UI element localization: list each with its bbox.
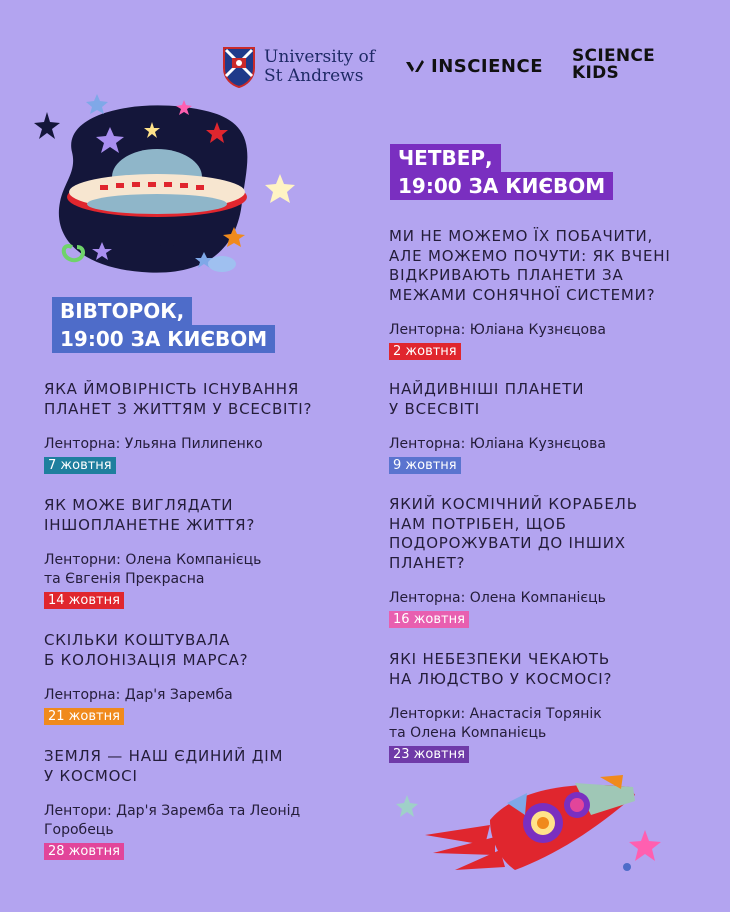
lecture-title-line: МЕЖАМИ СОНЯЧНОЇ СИСТЕМИ? [389, 285, 656, 304]
lecture-date-badge: 2 жовтня [389, 343, 461, 360]
lecture-item [44, 747, 300, 860]
lecture-title-line: ПЛАНЕТ З ЖИТТЯМ У ВСЕСВІТІ? [44, 399, 313, 418]
lecture-item [44, 380, 312, 474]
lecture-speaker-line: Лентори: Дар'я Заремба та Леонід [44, 803, 301, 819]
partner-logos [0, 44, 730, 94]
lecture-speaker-line: та Олена Компанієць [389, 725, 547, 741]
lecture-date-badge: 9 жовтня [389, 457, 461, 474]
lecture-speaker: Ленторна: Юліана Кузнєцова [389, 322, 606, 338]
thursday-heading [390, 144, 613, 200]
lecture-title-line: НА ЛЮДСТВО У КОСМОСІ? [389, 669, 613, 688]
st-andrews-logo [222, 46, 375, 88]
lecture-date-badge: 7 жовтня [44, 457, 116, 474]
lecture-speaker [44, 802, 300, 840]
lecture-title [44, 496, 261, 535]
lecture-title [389, 650, 612, 689]
lecture-title-line: ЯКА ЙМОВІРНІСТЬ ІСНУВАННЯ [44, 380, 300, 398]
science-kids-line-2: KIDS [572, 63, 620, 83]
lecture-title-line: У КОСМОСІ [44, 766, 138, 785]
lecture-date-badge: 23 жовтня [389, 746, 469, 763]
lecture-speaker-line: Горобець [44, 822, 114, 838]
lecture-item [389, 380, 606, 474]
lecture-speaker: Ленторна: Олена Компанієць [389, 590, 606, 606]
lecture-title [389, 380, 606, 419]
lecture-title [389, 227, 671, 305]
lecture-item [44, 496, 261, 609]
lecture-date-badge: 16 жовтня [389, 611, 469, 628]
lecture-title-line: НАМ ПОТРІБЕН, ЩОБ [389, 514, 567, 533]
lecture-title-line: НАЙДИВНІШІ ПЛАНЕТИ [389, 380, 585, 398]
lecture-title-line: ПЛАНЕТ? [389, 553, 466, 572]
lecture-speaker-line: Ленторки: Анастасія Торянік [389, 706, 602, 722]
inscience-logo [405, 56, 543, 77]
lecture-speaker-line: Ленторни: Олена Компанієць [44, 552, 262, 568]
st-andrews-shield-icon [222, 46, 256, 88]
lecture-title-line: ІНШОПЛАНЕТНЕ ЖИТТЯ? [44, 515, 256, 534]
lecture-title-line: МИ НЕ МОЖЕМО ЇХ ПОБАЧИТИ, [389, 227, 654, 245]
lecture-title-line: ЗЕМЛЯ — НАШ ЄДИНИЙ ДІМ [44, 747, 284, 765]
lecture-speaker: Ленторна: Ульяна Пилипенко [44, 436, 263, 452]
lecture-title-line: ЯКІ НЕБЕЗПЕКИ ЧЕКАЮТЬ [389, 650, 610, 668]
inscience-mark-icon [405, 59, 425, 75]
lecture-item [44, 631, 248, 725]
lecture-title-line: ВІДКРИВАЮТЬ ПЛАНЕТИ ЗА [389, 266, 624, 284]
st-andrews-line-2: St Andrews [264, 66, 364, 86]
lecture-item [389, 650, 612, 763]
lecture-date-badge: 14 жовтня [44, 592, 124, 609]
lecture-title-line: ЯК МОЖЕ ВИГЛЯДАТИ [44, 496, 234, 514]
lecture-speaker [389, 705, 612, 743]
lecture-item [389, 495, 638, 628]
lecture-item [389, 227, 671, 360]
lecture-speaker-line: та Євгенія Прекрасна [44, 571, 205, 587]
lecture-title [389, 495, 638, 573]
ufo-illustration [32, 92, 302, 282]
tuesday-heading-time: 19:00 ЗА КИЄВОМ [52, 325, 275, 353]
science-kids-logo [572, 48, 655, 82]
inscience-text: INSCIENCE [431, 56, 543, 77]
science-kids-line-1: SCIENCE [572, 46, 656, 66]
st-andrews-line-1: University of [264, 47, 376, 67]
lecture-title [44, 631, 248, 670]
tuesday-heading-day: ВІВТОРОК, [52, 297, 192, 325]
lecture-title-line: АЛЕ МОЖЕМО ПОЧУТИ: ЯК ВЧЕНІ [389, 246, 671, 265]
lecture-title-line: ПОДОРОЖУВАТИ ДО ІНШИХ [389, 534, 626, 552]
lecture-speaker: Ленторна: Дар'я Заремба [44, 687, 233, 703]
lecture-date-badge: 28 жовтня [44, 843, 124, 860]
tuesday-heading [52, 297, 275, 353]
rocket-illustration [395, 775, 705, 890]
lecture-title [44, 380, 312, 419]
lecture-date-badge: 21 жовтня [44, 708, 124, 725]
lecture-title [44, 747, 300, 786]
thursday-heading-time: 19:00 ЗА КИЄВОМ [390, 172, 613, 200]
thursday-heading-day: ЧЕТВЕР, [390, 144, 501, 172]
lecture-speaker [44, 551, 261, 589]
lecture-title-line: СКІЛЬКИ КОШТУВАЛА [44, 631, 231, 649]
lecture-title-line: Б КОЛОНІЗАЦІЯ МАРСА? [44, 650, 249, 669]
lecture-title-line: ЯКИЙ КОСМІЧНИЙ КОРАБЕЛЬ [389, 495, 638, 513]
lecture-speaker: Ленторна: Юліана Кузнєцова [389, 436, 606, 452]
lecture-title-line: У ВСЕСВІТІ [389, 399, 480, 418]
